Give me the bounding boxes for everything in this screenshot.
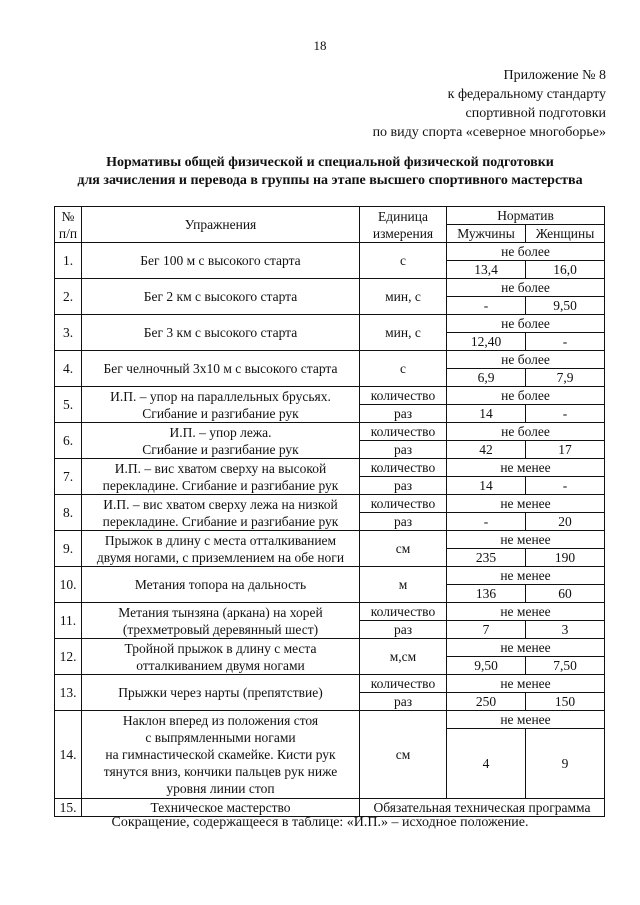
men-value: 136 — [447, 585, 526, 603]
page-number: 18 — [313, 38, 327, 53]
women-value: 17 — [526, 441, 605, 459]
row-number: 15. — [55, 799, 82, 817]
exercise-name: Метания топора на дальность — [82, 567, 360, 603]
row-number: 4. — [55, 351, 82, 387]
exercise-name: Наклон вперед из положения стоя с выпрямленными ногами на гимнастической скамейке. Кисти рук тянутся вниз, кончики пальцев рук ниже уровня линии стоп — [82, 711, 360, 799]
women-value: 9,50 — [526, 297, 605, 315]
table-row — [55, 423, 605, 441]
women-value: 20 — [526, 513, 605, 531]
title-line: для зачисления и перевода в группы на этапе высшего спортивного мастерства — [77, 173, 583, 188]
men-value: 235 — [447, 549, 526, 567]
exercise-name: И.П. – вис хватом сверху на высокой перекладине. Сгибание и разгибание рук — [82, 459, 360, 495]
unit-cell: количество — [360, 495, 447, 513]
norm-condition: не менее — [447, 603, 605, 621]
exercise-name: И.П. – упор на параллельных брусьях. Сгибание и разгибание рук — [82, 387, 360, 423]
appendix-line: по виду спорта «северное многоборье» — [372, 125, 606, 140]
exercise-name: Прыжок в длину с места отталкиванием двумя ногами, с приземлением на обе ноги — [82, 531, 360, 567]
norm-condition: не менее — [447, 675, 605, 693]
norm-condition: не более — [447, 387, 605, 405]
norm-condition: не менее — [447, 531, 605, 549]
women-value: - — [526, 477, 605, 495]
men-value: - — [447, 513, 526, 531]
exercise-name: Техническое мастерство — [82, 799, 360, 817]
unit-cell: м,см — [360, 639, 447, 675]
exercise-name: Бег 3 км с высокого старта — [82, 315, 360, 351]
unit-cell: раз — [360, 693, 447, 711]
table-row — [55, 279, 605, 297]
exercise-name: И.П. – вис хватом сверху лежа на низкой перекладине. Сгибание и разгибание рук — [82, 495, 360, 531]
exercise-name: Тройной прыжок в длину с места отталкиванием двумя ногами — [82, 639, 360, 675]
row-number: 2. — [55, 279, 82, 315]
women-value: 190 — [526, 549, 605, 567]
header-women: Женщины — [526, 225, 605, 243]
table-row — [55, 351, 605, 369]
women-value: 3 — [526, 621, 605, 639]
header-norm: Норматив — [447, 207, 605, 225]
table-row — [55, 567, 605, 585]
men-value: 250 — [447, 693, 526, 711]
exercise-name: Метания тынзяна (аркана) на хорей (трехметровый деревянный шест) — [82, 603, 360, 639]
header-number: № п/п — [55, 207, 82, 243]
table-row — [55, 639, 605, 657]
unit-cell: раз — [360, 477, 447, 495]
appendix-line: к федеральному стандарту — [447, 87, 606, 102]
table-row — [55, 799, 605, 817]
men-value: 12,40 — [447, 333, 526, 351]
unit-cell: раз — [360, 621, 447, 639]
women-value: 16,0 — [526, 261, 605, 279]
unit-cell: раз — [360, 441, 447, 459]
row-number: 13. — [55, 675, 82, 711]
women-value: 7,50 — [526, 657, 605, 675]
row-number: 12. — [55, 639, 82, 675]
row-number: 6. — [55, 423, 82, 459]
row-number: 10. — [55, 567, 82, 603]
norm-condition: не менее — [447, 711, 605, 729]
exercise-name: Бег 100 м с высокого старта — [82, 243, 360, 279]
norm-condition: не менее — [447, 639, 605, 657]
unit-cell: количество — [360, 675, 447, 693]
women-value: 60 — [526, 585, 605, 603]
table-row — [55, 387, 605, 405]
men-value: - — [447, 297, 526, 315]
norm-condition: не менее — [447, 567, 605, 585]
norm-condition: не более — [447, 351, 605, 369]
unit-cell: см — [360, 531, 447, 567]
unit-cell: количество — [360, 387, 447, 405]
men-value: 42 — [447, 441, 526, 459]
row-number: 9. — [55, 531, 82, 567]
norm-condition: не более — [447, 423, 605, 441]
men-value: 14 — [447, 477, 526, 495]
table-row — [55, 531, 605, 549]
norm-condition: не менее — [447, 459, 605, 477]
unit-cell: количество — [360, 459, 447, 477]
row-number: 8. — [55, 495, 82, 531]
table-row — [55, 711, 605, 729]
title-line: Нормативы общей физической и специальной физической подготовки — [106, 155, 554, 170]
appendix-heading — [373, 66, 606, 142]
unit-cell: см — [360, 711, 447, 799]
table-row — [55, 675, 605, 693]
header-exercise: Упражнения — [82, 207, 360, 243]
row-number: 11. — [55, 603, 82, 639]
unit-cell: с — [360, 243, 447, 279]
document-title — [40, 154, 620, 190]
men-value: 14 — [447, 405, 526, 423]
row-number: 5. — [55, 387, 82, 423]
unit-cell: с — [360, 351, 447, 387]
table-row — [55, 243, 605, 261]
men-value: 9,50 — [447, 657, 526, 675]
men-value: 6,9 — [447, 369, 526, 387]
footnote: Сокращение, содержащееся в таблице: «И.П.» – исходное положение. — [111, 815, 529, 830]
men-value: 4 — [447, 729, 526, 799]
row-number: 7. — [55, 459, 82, 495]
exercise-name: Бег 2 км с высокого старта — [82, 279, 360, 315]
women-value: 9 — [526, 729, 605, 799]
row-number: 14. — [55, 711, 82, 799]
norm-condition: не более — [447, 315, 605, 333]
unit-cell: количество — [360, 423, 447, 441]
exercise-name: Прыжки через нарты (препятствие) — [82, 675, 360, 711]
row-number: 3. — [55, 315, 82, 351]
unit-cell: раз — [360, 513, 447, 531]
norm-condition: не более — [447, 243, 605, 261]
exercise-name: Бег челночный 3х10 м с высокого старта — [82, 351, 360, 387]
men-value: 13,4 — [447, 261, 526, 279]
women-value: - — [526, 405, 605, 423]
table-row — [55, 603, 605, 621]
unit-cell: м — [360, 567, 447, 603]
unit-cell: мин, с — [360, 315, 447, 351]
appendix-line: Приложение № 8 — [503, 68, 606, 83]
header-unit: Единица измерения — [360, 207, 447, 243]
table-row — [55, 315, 605, 333]
women-value: 7,9 — [526, 369, 605, 387]
unit-cell: раз — [360, 405, 447, 423]
norm-condition: не более — [447, 279, 605, 297]
norms-table — [54, 206, 605, 817]
men-value: 7 — [447, 621, 526, 639]
merged-norm-cell: Обязательная техническая программа — [360, 799, 605, 817]
table-row — [55, 459, 605, 477]
unit-cell: количество — [360, 603, 447, 621]
exercise-name: И.П. – упор лежа. Сгибание и разгибание рук — [82, 423, 360, 459]
unit-cell: мин, с — [360, 279, 447, 315]
appendix-line: спортивной подготовки — [465, 106, 606, 121]
women-value: - — [526, 333, 605, 351]
women-value: 150 — [526, 693, 605, 711]
norm-condition: не менее — [447, 495, 605, 513]
table-row — [55, 495, 605, 513]
header-men: Мужчины — [447, 225, 526, 243]
row-number: 1. — [55, 243, 82, 279]
